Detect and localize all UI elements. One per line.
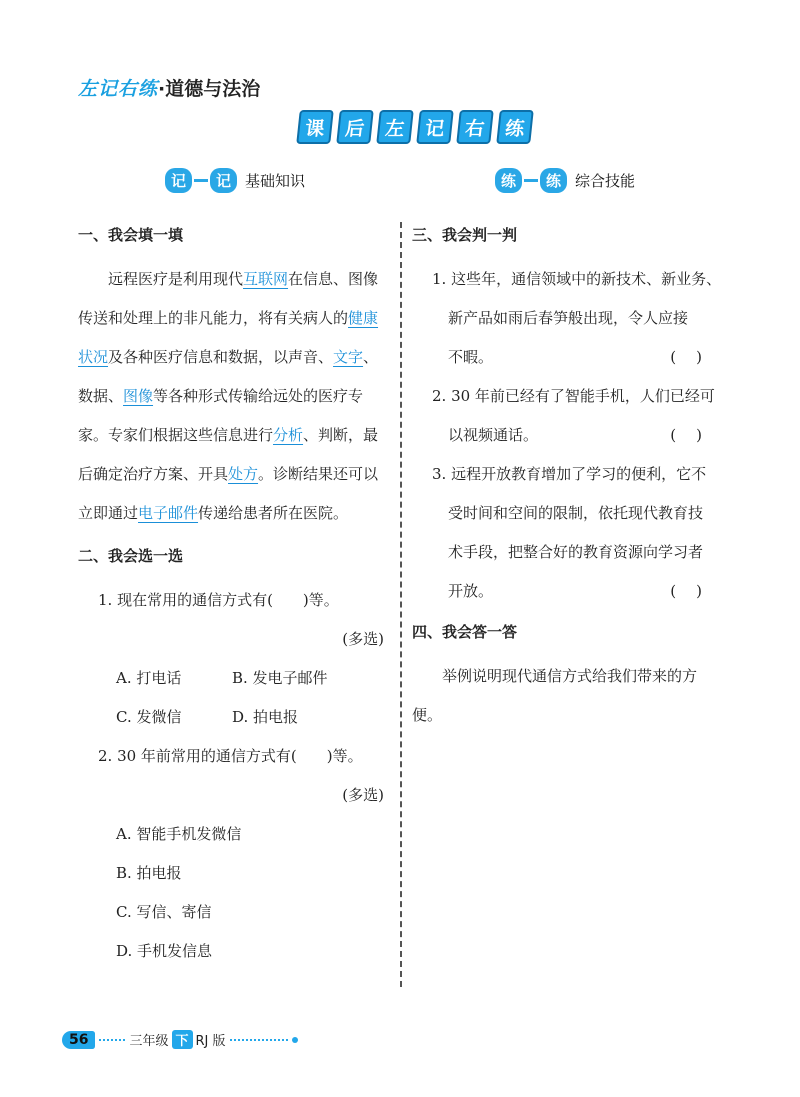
paragraph-text: 。诊断结果还可以立即通过 [78, 465, 379, 522]
series-subject: ·道德与法治 [158, 78, 261, 100]
choice-q2-stem: 2. 30 年前常用的通信方式有( )等。 [98, 747, 363, 765]
choice-q1-note: (多选) [342, 630, 384, 648]
edition-label: RJ 版 [195, 1034, 226, 1049]
left-column [78, 222, 390, 971]
banner-tile: 练 [496, 110, 534, 144]
fill-blank-answer[interactable]: 文字 [333, 348, 364, 366]
section-label-right: 综合技能 [575, 172, 636, 190]
series-brand: 左记右练 [78, 78, 159, 100]
judge-q3-line: 开放。 () [412, 572, 726, 611]
paragraph-text: 传递给患者所在医院。 [198, 504, 349, 522]
choice-option[interactable]: C. 发微信 [116, 708, 182, 726]
banner-tile: 记 [416, 110, 454, 144]
section-badge-right: 练 练 [495, 168, 567, 193]
banner-tile: 后 [336, 110, 374, 144]
grade-label: 三年级 [129, 1034, 169, 1049]
section-label-left: 基础知识 [245, 172, 306, 190]
choice-option[interactable]: D. 拍电报 [232, 708, 299, 726]
choice-q1-options-row2 [78, 698, 390, 737]
judge-q2-line: 2. 30 年前已经有了智能手机，人们已经可 [432, 387, 715, 405]
paragraph-text: 远程医疗是利用现代 [108, 270, 244, 288]
answer-parentheses[interactable]: () [670, 582, 722, 600]
judge-q2-line: 以视频通话。 () [412, 416, 726, 455]
part1-heading: 一、我会填一填 [78, 226, 184, 244]
choice-option[interactable]: A. 智能手机发微信 [116, 825, 242, 843]
page-banner [298, 110, 532, 144]
part4-heading: 四、我会答一答 [412, 623, 518, 641]
paragraph-text: 及各种医疗信息和数据，以声音、 [108, 348, 334, 366]
answer-parentheses[interactable]: () [670, 348, 722, 366]
right-column [412, 222, 726, 735]
part2-heading: 二、我会选一选 [78, 547, 184, 565]
banner-tile: 左 [376, 110, 414, 144]
footer-dot [292, 1037, 298, 1043]
choice-q1-stem: 1. 现在常用的通信方式有( )等。 [98, 591, 339, 609]
series-title [78, 74, 260, 101]
banner-tile: 课 [296, 110, 334, 144]
fill-blank-answer[interactable]: 互联网 [243, 270, 289, 288]
choice-option[interactable]: B. 拍电报 [116, 864, 182, 882]
judge-q1-line: 新产品如雨后春笋般出现，令人应接 [448, 309, 689, 327]
fill-blank-answer[interactable]: 健康状况 [78, 309, 379, 366]
term-tag: 下 [172, 1030, 193, 1049]
judge-q1-line: 1. 这些年，通信领域中的新技术、新业务、 [432, 270, 722, 288]
choice-q2-note: (多选) [342, 786, 384, 804]
judge-q3-line: 术手段，把整合好的教育资源向学习者 [448, 543, 704, 561]
paragraph-text: 、数据、 [78, 348, 379, 405]
choice-option[interactable]: D. 手机发信息 [116, 942, 213, 960]
page-footer [62, 1030, 298, 1049]
choice-option[interactable]: A. 打电话 [116, 669, 182, 687]
page-number: 56 [62, 1031, 95, 1049]
judge-q3-line: 受时间和空间的限制，依托现代教育技 [448, 504, 704, 522]
choice-option[interactable]: C. 写信、寄信 [116, 903, 212, 921]
judge-q1-line: 不暇。 () [412, 338, 726, 377]
fill-in-paragraph [78, 260, 390, 533]
fill-blank-answer[interactable]: 图像 [123, 387, 154, 405]
judge-q3-line: 3. 远程开放教育增加了学习的便利，它不 [432, 465, 707, 483]
fill-blank-answer[interactable]: 电子邮件 [138, 504, 199, 522]
paragraph-text: 在信息、图像传送和处理上的非凡能力，将有关病人的 [78, 270, 379, 327]
choice-option[interactable]: B. 发电子邮件 [232, 669, 328, 687]
answer-question: 举例说明现代通信方式给我们带来的方便。 [412, 667, 698, 724]
banner-tile: 右 [456, 110, 494, 144]
column-divider [400, 222, 402, 987]
answer-parentheses[interactable]: () [670, 426, 722, 444]
paragraph-text: 等各种形式传输给远处的医疗专家。专家们根据这些信息进行 [78, 387, 364, 444]
choice-q1-options-row1 [78, 659, 390, 698]
paragraph-text: 、判断，最后确定治疗方案、开具 [78, 426, 379, 483]
section-header-right [495, 168, 635, 193]
section-badge-left: 记 记 [165, 168, 237, 193]
fill-blank-answer[interactable]: 处方 [228, 465, 259, 483]
section-header-left [165, 168, 305, 193]
fill-blank-answer[interactable]: 分析 [273, 426, 304, 444]
part3-heading: 三、我会判一判 [412, 226, 518, 244]
